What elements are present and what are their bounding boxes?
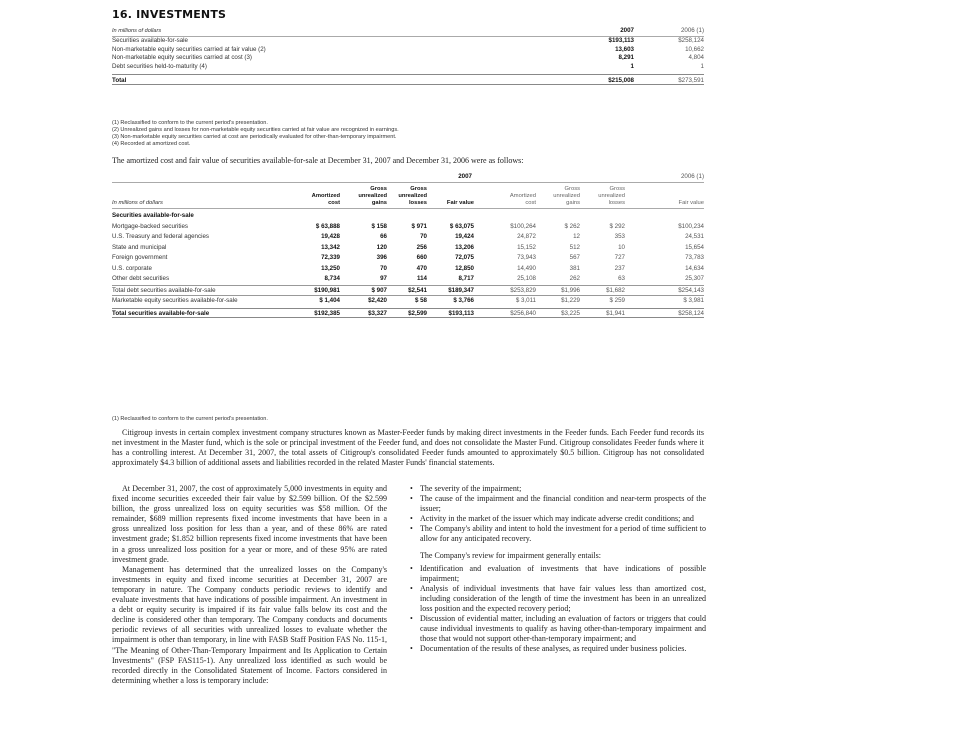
afs-cell: $3,225 (561, 309, 580, 317)
afs-column-header (112, 183, 704, 209)
afs-cell: 14,634 (685, 264, 704, 272)
summary-row (112, 46, 704, 55)
afs-col-header-line (414, 186, 474, 193)
afs-col-header-line: Gross (410, 186, 427, 192)
afs-cell: $3,327 (368, 309, 387, 317)
afs-year-2007: 2007 (458, 173, 472, 180)
afs-cell: 24,872 (517, 233, 536, 240)
afs-row (112, 222, 704, 233)
bullet-item: • The cause of the impairment and the financial condition and near-term prospects of the issuer; (410, 494, 706, 514)
afs-cell: $ 907 (371, 286, 387, 294)
afs-cell: 19,428 (321, 233, 340, 240)
summary-col-2007: 2007 (620, 27, 634, 34)
afs-cell: 70 (380, 264, 387, 272)
afs-col-header-line: gains (566, 200, 580, 206)
afs-cell: 12,850 (455, 264, 474, 272)
afs-col-header-line: Fair value (678, 200, 704, 206)
afs-cell: 66 (380, 233, 387, 240)
bullet-item: • Documentation of the results of these analyses, as required under business policies. (410, 644, 706, 654)
right-column (410, 484, 706, 655)
afs-cell: 256 (416, 243, 427, 251)
summary-footnotes (112, 120, 612, 148)
review-intro: The Company's review for impairment generally entails: (420, 550, 601, 560)
afs-col-header-line: unrealized (598, 193, 625, 199)
summary-footnote: (1) Reclassified to conform to the current period's presentation. (112, 120, 268, 126)
afs-cell: $ 63,075 (449, 222, 474, 230)
master-feeder-paragraph (112, 428, 704, 468)
afs-cell: 381 (569, 264, 580, 272)
summary-row-label: Debt securities held-to-maturity (4) (112, 62, 207, 70)
afs-cell: 13,206 (455, 243, 474, 251)
afs-cell: $ 63,888 (315, 222, 340, 230)
investments-page (112, 6, 832, 736)
summary-unit-label: In millions of dollars (112, 28, 162, 34)
afs-col-header-line: cost (328, 200, 340, 206)
bullet-item: • Analysis of individual investments that have fair values less than amortized cost, including consideration of the length of time the investment has been in an unrealized loss position and the expected recovery period; (410, 584, 706, 614)
section-title: 16. INVESTMENTS (112, 8, 227, 21)
afs-intro-text: The amortized cost and fair value of securities available-for-sale at December 31, 2007 and December 31, 2006 were as follows: (112, 156, 524, 165)
afs-cell: 15,152 (517, 243, 536, 251)
afs-cell: 70 (420, 233, 427, 240)
afs-cell: $ 3,011 (515, 297, 536, 304)
afs-cell: 73,943 (517, 254, 536, 261)
afs-cell: 24,531 (685, 233, 704, 240)
afs-cell: $190,981 (314, 286, 340, 294)
summary-row (112, 37, 704, 46)
summary-col-2006: 2006 (1) (680, 27, 704, 34)
summary-row-2006: 4,804 (688, 54, 704, 61)
summary-rows (112, 37, 704, 71)
afs-equity-label: Marketable equity securities available-for-sale (112, 297, 238, 304)
afs-col-header-line (644, 193, 704, 200)
left-para-1: At December 31, 2007, the cost of approximately 5,000 investments in equity and fixed income securities exceeded their fair value by $2.599 billion. Of the $2.599 billion, the gross unrealized loss on equity securities was $58 million. Of the remainder, $689 million represents fixed income investments that have been in a gross unrealized loss position for less than a year, and of these 86% are rated investment grade; $1.852 billion represents fixed income investments that have been in a gross unrealized loss position for a year or more, and of these 95% are rated investment grade. (112, 484, 387, 564)
afs-col-header-line (644, 186, 704, 193)
afs-cell: $253,829 (510, 286, 536, 294)
afs-cell: $189,347 (448, 286, 474, 294)
master-feeder-text: Citigroup invests in certain complex investment company structures known as Master-Feeder funds by making direct investments in the Feeder funds. Each Feeder fund records its net investment in the Master fund, which is the sole or principal investment of the Feeder fund, and does not consolidate the Master Fund. Citigroup consolidates Feeder funds where it has a controlling interest. At December 31, 2007, the total assets of Citigroup's consolidated Feeder funds amounted to approximately $0.5 billion. Citigroup has not consolidated approximately $4.3 billion of additional assets and liabilities recorded in the related Master Funds' financial statements. (112, 428, 704, 468)
summary-row-2007: 13,603 (615, 45, 634, 53)
afs-cell: $2,541 (408, 286, 427, 294)
afs-cell: $ 58 (414, 297, 427, 304)
afs-col-header-line: losses (408, 200, 427, 206)
afs-row-label: Other debt securities (112, 275, 170, 282)
afs-cell: 13,250 (321, 264, 340, 272)
afs-cell: 72,075 (455, 254, 474, 261)
left-para-2: Management has determined that the unrealized losses on the Company's investments in equity and fixed income securities at December 31, 2007 are temporary in nature. The Company conducts periodic reviews to identify and evaluate investments that have indications of possible impairment. An investment in a debt or equity security is impaired if its fair value falls below its cost and the decline is considered other than temporary. The Company conducts and documents periodic reviews of all securities with unrealized losses to evaluate whether the impairment is other than temporary, in line with FASB Staff Position FAS No. 115-1, "The Meaning of Other-Than-Temporary Impairment and Its Application to Certain Investments" (FSP FAS115-1). Any unrealized loss identified as such would be recorded directly in the Consolidated Statement of Income. Factors considered in determining whether a loss is temporary include: (112, 564, 387, 685)
afs-section-row (112, 211, 704, 222)
afs-cell: 120 (376, 243, 387, 251)
afs-subtotal-row (112, 285, 704, 296)
afs-cell: $100,234 (678, 222, 704, 230)
summary-table (112, 26, 704, 85)
afs-cell: $258,124 (678, 309, 704, 317)
afs-row-label: Foreign government (112, 254, 168, 261)
afs-footnote: (1) Reclassified to conform to the current period's presentation. (112, 416, 268, 422)
afs-cell: $ 292 (609, 222, 625, 230)
summary-row-label: Non-marketable equity securities carried at fair value (2) (112, 45, 266, 53)
afs-cell: 25,307 (685, 275, 704, 282)
afs-cell: 72,339 (321, 254, 340, 261)
afs-cell: 8,734 (324, 275, 340, 282)
afs-col-header-line: unrealized (398, 193, 427, 199)
afs-total-row (112, 308, 704, 319)
afs-col-header-line (414, 193, 474, 200)
review-list (410, 564, 706, 655)
bullet-item: • The severity of the impairment; (410, 484, 706, 494)
summary-footnote: (4) Recorded at amortized cost. (112, 141, 191, 147)
summary-header (112, 26, 704, 37)
afs-cell: $254,143 (678, 286, 704, 294)
summary-row (112, 63, 704, 72)
summary-row-2007: 8,291 (618, 54, 634, 61)
bullet-item: • Discussion of evidential matter, including an evaluation of factors or triggers that could cause individual investments to qualify as having other-than-temporary impairment and those that would not support other-than-temporary impairment; and (410, 614, 706, 644)
afs-cell: $ 1,404 (319, 297, 340, 304)
afs-equity-row (112, 295, 704, 306)
afs-cell: $ 262 (564, 222, 580, 230)
afs-row (112, 264, 704, 275)
afs-cell: $ 3,981 (683, 297, 704, 304)
afs-subtotal-label: Total debt securities available-for-sale (112, 286, 216, 294)
afs-cell: $100,264 (510, 222, 536, 230)
summary-row-2006: 1 (700, 62, 704, 70)
afs-cell: 512 (569, 243, 580, 251)
afs-cell: 727 (614, 254, 625, 261)
afs-cell: $ 259 (609, 297, 625, 304)
summary-total-label: Total (112, 77, 127, 84)
afs-cell: $ 3,766 (453, 297, 474, 304)
summary-footnote: (3) Non-marketable equity securities carried at cost are periodically evaluated for other-than-temporary impairment. (112, 134, 397, 140)
afs-cell: $193,113 (448, 309, 474, 317)
afs-col-header (414, 186, 474, 207)
afs-cell: $1,996 (561, 286, 580, 294)
afs-col-header-line: Gross (370, 186, 387, 192)
afs-col-header-line: gains (371, 200, 387, 206)
summary-total-row (112, 74, 704, 85)
afs-cell: 97 (380, 275, 387, 282)
afs-cell: $1,229 (561, 297, 580, 304)
afs-cell: 396 (376, 254, 387, 261)
afs-cell: $1,682 (606, 286, 625, 294)
afs-cell: 73,783 (685, 254, 704, 261)
afs-row (112, 253, 704, 264)
afs-cell: 353 (614, 233, 625, 240)
afs-cell: 114 (417, 275, 427, 282)
summary-row-2006: $258,124 (678, 37, 704, 44)
afs-col-header (565, 186, 625, 207)
afs-cell: $192,385 (314, 309, 340, 317)
afs-cell: 25,108 (517, 275, 536, 282)
afs-row-label: U.S. corporate (112, 264, 152, 272)
afs-col-header (644, 186, 704, 207)
afs-section-label: Securities available-for-sale (112, 212, 194, 219)
afs-col-header-line: Amortized (311, 193, 340, 199)
summary-row-label: Securities available-for-sale (112, 37, 189, 44)
afs-col-header-line: Amortized (509, 193, 536, 199)
afs-cell: 567 (569, 254, 580, 261)
summary-row-label: Non-marketable equity securities carried at cost (3) (112, 54, 252, 61)
afs-cell: $1,941 (606, 309, 625, 317)
afs-row-label: Mortgage-backed securities (112, 222, 189, 230)
summary-row-2007: 1 (630, 62, 634, 70)
summary-total-2006: $273,591 (678, 77, 704, 84)
afs-cell: 63 (618, 275, 625, 282)
afs-cell: 13,342 (321, 243, 340, 251)
afs-cell: 12 (573, 233, 580, 240)
afs-year-2006: 2006 (1) (680, 173, 704, 180)
afs-cell: 14,490 (517, 264, 536, 272)
afs-cell: 660 (416, 254, 427, 261)
afs-col-header-line: unrealized (553, 193, 580, 199)
bullet-item: • Activity in the market of the issuer which may indicate adverse credit conditions; and (410, 514, 706, 524)
afs-col-header-line: Gross (609, 186, 625, 192)
afs-cell: 237 (614, 264, 625, 272)
afs-cell: 470 (416, 264, 427, 272)
afs-cell: 262 (569, 275, 580, 282)
afs-cell: $2,420 (368, 297, 387, 304)
afs-row (112, 232, 704, 243)
summary-total-2007: $215,008 (608, 77, 634, 84)
afs-row-label: U.S. Treasury and federal agencies (112, 233, 209, 240)
afs-table (112, 172, 704, 318)
afs-row (112, 274, 704, 285)
afs-cell: $256,840 (510, 309, 536, 317)
left-column (112, 484, 387, 686)
bullet-item: • Identification and evaluation of investments that have indications of possible impairment; (410, 564, 706, 584)
afs-col-header-line: unrealized (358, 193, 387, 199)
afs-col-header-line: Gross (564, 186, 580, 192)
summary-footnote: (2) Unrealized gains and losses for non-marketable equity securities carried at fair value are recognized in earnings. (112, 127, 399, 133)
afs-cell: 19,424 (455, 233, 474, 240)
summary-row-2007: $193,113 (608, 37, 634, 44)
afs-year-header (112, 172, 704, 183)
afs-col-header-line: losses (608, 200, 625, 206)
afs-row-label: State and municipal (112, 243, 167, 251)
summary-row (112, 54, 704, 63)
afs-total-label: Total securities available-for-sale (112, 309, 210, 317)
bullet-item: • The Company's ability and intent to hold the investment for a period of time sufficient to allow for any anticipated recovery. (410, 524, 706, 544)
factors-list (410, 484, 706, 545)
afs-cell: $ 971 (411, 222, 427, 230)
afs-cell: $ 158 (371, 222, 387, 230)
afs-cell: 8,717 (458, 275, 474, 282)
afs-unit-label: In millions of dollars (112, 200, 163, 206)
summary-row-2006: 10,662 (685, 45, 704, 53)
afs-cell: 15,654 (685, 243, 704, 251)
afs-row (112, 243, 704, 254)
afs-col-header-line: cost (525, 200, 536, 206)
afs-cell: $2,599 (408, 309, 427, 317)
afs-rows (112, 222, 704, 285)
afs-cell: 10 (618, 243, 625, 251)
afs-col-header-line: Fair value (446, 200, 474, 206)
